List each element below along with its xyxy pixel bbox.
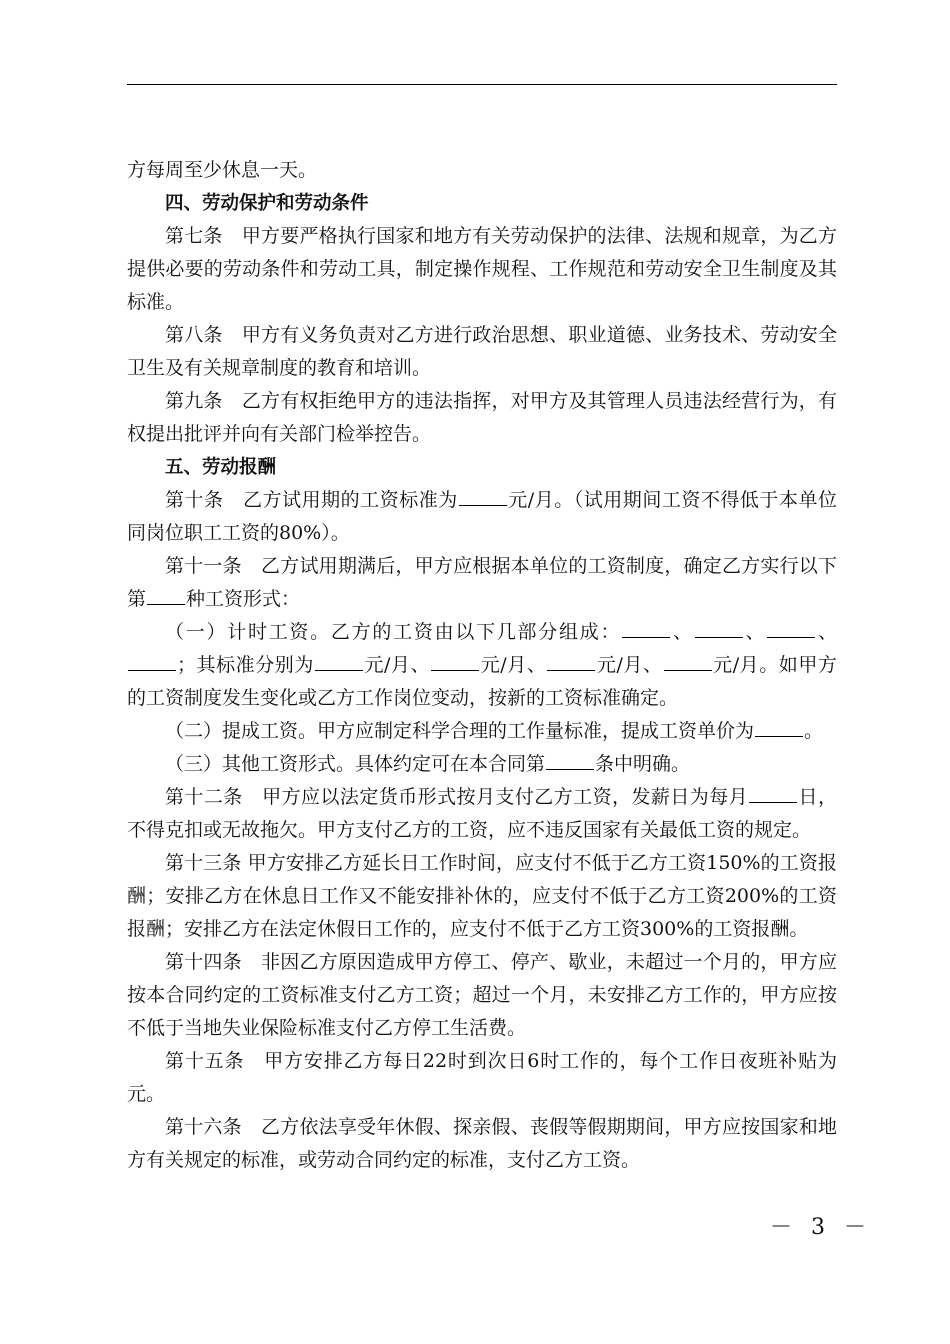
article-8: 第八条 甲方有义务负责对乙方进行政治思想、职业道德、业务技术、劳动安全卫生及有关规章制度的教育和培训。 — [127, 324, 837, 379]
article-11-text-b: 种工资形式： — [186, 588, 301, 610]
fill-blank[interactable] — [431, 651, 479, 671]
fill-blank[interactable] — [315, 651, 363, 671]
article-10 — [127, 484, 837, 550]
separator: 、 — [526, 654, 547, 676]
article-12-text-b: 日，不得克扣或无故拖欠。甲方支付乙方的工资，应不违反国家有关最低工资的规定。 — [127, 786, 837, 841]
page-number: － 3 － — [770, 1215, 872, 1240]
unit-label: 元/月 — [712, 654, 760, 676]
item-2-commission-wage — [127, 715, 837, 748]
item-2-end: 。 — [804, 720, 824, 742]
paragraph-continuation: 方每周至少休息一天。 — [127, 159, 318, 181]
section-heading-4: 四、劳动保护和劳动条件 — [165, 193, 369, 214]
fill-blank[interactable] — [147, 585, 185, 605]
article-10-text-b: 元/月。（试用期间工资不得低于本单位同岗位职工工资的80%）。 — [127, 489, 837, 544]
separator: 、 — [816, 621, 837, 643]
separator: 、 — [743, 621, 767, 643]
article-10-text-a: 第十条 乙方试用期的工资标准为 — [165, 489, 458, 511]
separator: 、 — [643, 654, 663, 676]
item-1-text: （一）计时工资。乙方的工资由以下几部分组成： — [165, 621, 622, 643]
article-11 — [127, 550, 837, 616]
fill-blank[interactable] — [749, 783, 797, 803]
separator: 、 — [671, 621, 694, 643]
item-1-hourly-wage — [127, 616, 837, 715]
unit-label: 元/月 — [596, 654, 644, 676]
article-7: 第七条 甲方要严格执行国家和地方有关劳动保护的法律、法规和规章，为乙方提供必要的劳动条件和劳动工具，制定操作规程、工作规范和劳动安全卫生制度及其标准。 — [127, 225, 837, 313]
fill-blank[interactable] — [547, 651, 595, 671]
header-rule — [127, 84, 837, 85]
article-12-text-a: 第十二条 甲方应以法定货币形式按月支付乙方工资，发薪日为每月 — [165, 786, 749, 808]
fill-blank[interactable] — [767, 618, 815, 638]
fill-blank[interactable] — [459, 486, 507, 506]
section-heading-5: 五、劳动报酬 — [165, 457, 277, 478]
separator: 、 — [410, 654, 431, 676]
item-1-standard-label: ；其标准分别为 — [177, 654, 314, 676]
article-14: 第十四条 非因乙方原因造成甲方停工、停产、歇业，未超过一个月的，甲方应按本合同约定的工资标准支付乙方工资；超过一个月，未安排乙方工作的，甲方应按不低于当地失业保险标准支付乙方停工生活费。 — [127, 951, 837, 1039]
document-body — [127, 154, 837, 1177]
fill-blank[interactable] — [755, 717, 803, 737]
article-16: 第十六条 乙方依法享受年休假、探亲假、丧假等假期期间，甲方应按国家和地方有关规定的标准，或劳动合同约定的标准，支付乙方工资。 — [127, 1116, 837, 1171]
item-3-end: 条中明确。 — [595, 753, 691, 775]
article-15: 第十五条 甲方安排乙方每日22时到次日6时工作的，每个工作日夜班补贴为元。 — [127, 1050, 837, 1105]
item-3-other-wage — [127, 748, 837, 781]
article-13: 第十三条 甲方安排乙方延长日工作时间，应支付不低于乙方工资150%的工资报酬；安排乙方在休息日工作又不能安排补休的，应支付不低于乙方工资200%的工资报酬；安排乙方在法定休假日工作的，应支付不低于乙方工资300%的工资报酬。 — [127, 852, 837, 940]
article-11-text-a: 第十一条 乙方试用期满后，甲方应根据本单位的工资制度，确定乙方实行以下第 — [127, 555, 837, 610]
fill-blank[interactable] — [695, 618, 743, 638]
article-9: 第九条 乙方有权拒绝甲方的违法指挥，对甲方及其管理人员违法经营行为，有权提出批评并向有关部门检举控告。 — [127, 390, 837, 445]
unit-label: 元/月 — [363, 654, 411, 676]
item-1-end: 。如甲方的工资制度发生变化或乙方工作岗位变动，按新的工资标准确定。 — [127, 654, 837, 709]
fill-blank[interactable] — [622, 618, 670, 638]
fill-blank[interactable] — [546, 750, 594, 770]
fill-blank[interactable] — [128, 651, 176, 671]
article-12 — [127, 781, 837, 847]
unit-label: 元/月 — [480, 654, 527, 676]
item-3-text: （三）其他工资形式。具体约定可在本合同第 — [165, 753, 546, 775]
item-2-text: （二）提成工资。甲方应制定科学合理的工作量标准，提成工资单价为 — [165, 720, 755, 742]
fill-blank[interactable] — [664, 651, 712, 671]
